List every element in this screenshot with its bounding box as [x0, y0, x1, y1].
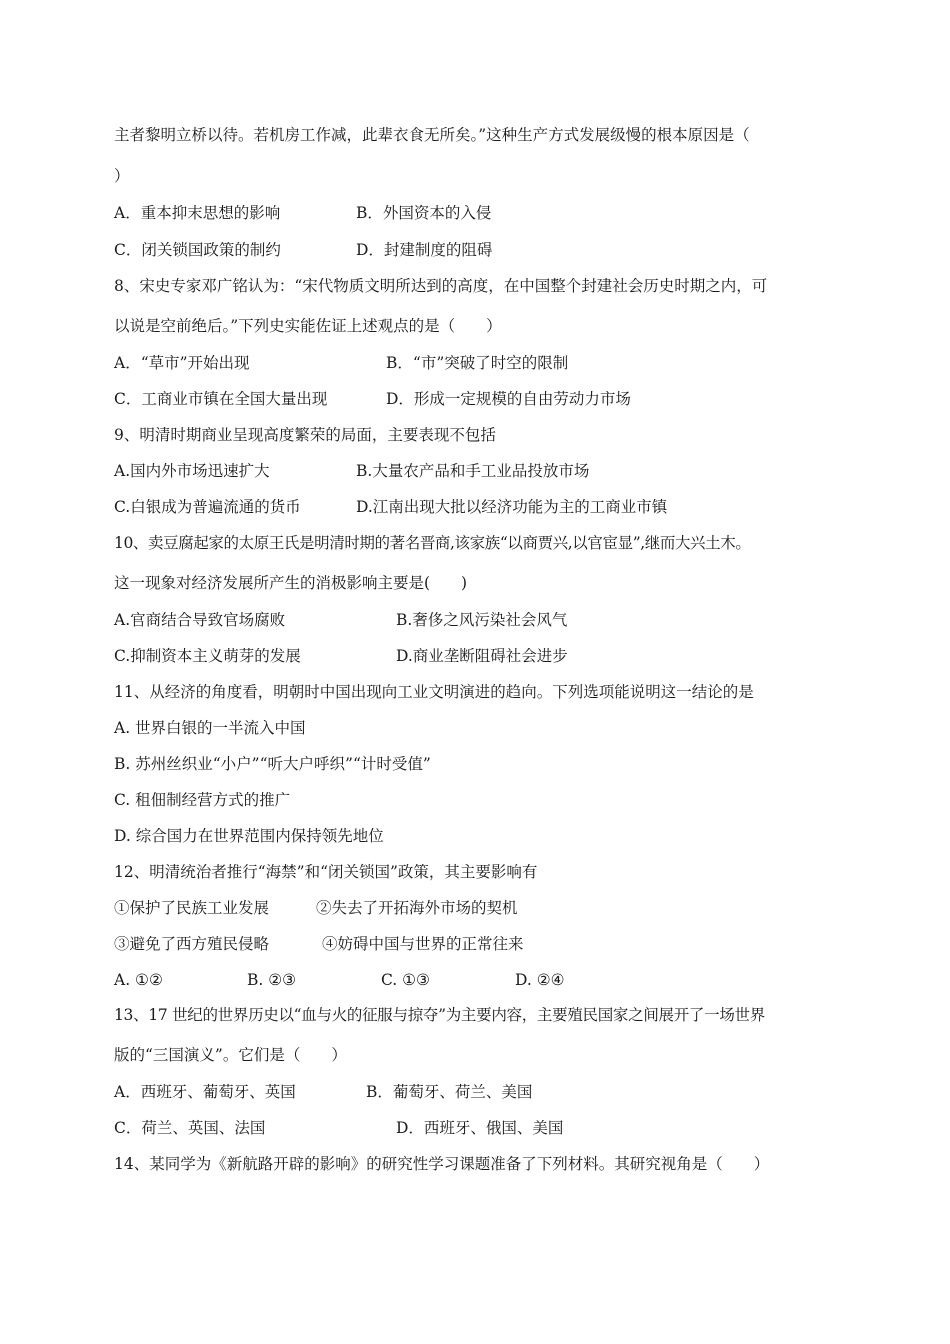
q14-stem: 14、某同学为《新航路开辟的影响》的研究性学习课题准备了下列材料。其研究视角是（ ） — [114, 1155, 770, 1173]
q8-option-a: A．“草市”开始出现 — [114, 354, 250, 372]
q11-option-d: D. 综合国力在世界范围内保持领先地位 — [114, 827, 384, 845]
q13-option-a: A．西班牙、葡萄牙、英国 — [114, 1083, 296, 1101]
q9-option-d: D.江南出现大批以经济功能为主的工商业市镇 — [356, 498, 668, 516]
q8-stem-line-1: 8、宋史专家邓广铭认为：“宋代物质文明所达到的高度，在中国整个封建社会历史时期之内，可 — [114, 277, 768, 295]
q12-statement-4: ④妨碍中国与世界的正常往来 — [322, 935, 524, 953]
q11-option-c: C. 租佃制经营方式的推广 — [114, 791, 291, 809]
q10-option-b: B.奢侈之风污染社会风气 — [396, 611, 568, 629]
q11-option-a: A. 世界白银的一半流入中国 — [114, 719, 306, 737]
q7-option-a: A．重本抑末思想的影响 — [114, 204, 281, 222]
q12-option-d: D. ②④ — [515, 971, 565, 989]
q9-option-c: C.白银成为普遍流通的货币 — [114, 498, 301, 516]
q12-option-c: C. ①③ — [381, 971, 430, 989]
q8-option-c: C．工商业市镇在全国大量出现 — [114, 390, 328, 408]
q13-option-c: C．荷兰、英国、法国 — [114, 1119, 266, 1137]
q12-statement-1: ①保护了民族工业发展 — [114, 899, 270, 917]
q8-stem-line-2: 以说是空前绝后。”下列史实能佐证上述观点的是（ ） — [114, 317, 502, 335]
q13-option-b: B．葡萄牙、荷兰、美国 — [366, 1083, 533, 1101]
q10-stem-line-2: 这一现象对经济发展所产生的消极影响主要是( ) — [114, 574, 468, 592]
q7-option-c: C．闭关锁国政策的制约 — [114, 241, 281, 259]
q12-stem: 12、明清统治者推行“海禁”和“闭关锁国”政策，其主要影响有 — [114, 863, 538, 881]
q12-option-b: B. ②③ — [247, 971, 297, 989]
q7-option-d: D．封建制度的阻碍 — [356, 241, 493, 259]
q10-option-d: D.商业垄断阻碍社会进步 — [396, 647, 568, 665]
q12-statement-3: ③避免了西方殖民侵略 — [114, 935, 270, 953]
q13-stem-line-1: 13、17 世纪的世界历史以“血与火的征服与掠夺”为主要内容，主要殖民国家之间展开了一场世界 — [114, 1006, 765, 1024]
q13-option-d: D．西班牙、俄国、美国 — [396, 1119, 564, 1137]
q7-option-b: B．外国资本的入侵 — [356, 204, 492, 222]
q10-stem-line-1: 10、卖豆腐起家的太原王氏是明清时期的著名晋商,该家族“以商贾兴,以官宦显”,继而大兴土木。 — [114, 534, 751, 552]
q9-option-a: A.国内外市场迅速扩大 — [114, 462, 270, 480]
q13-stem-line-2: 版的“三国演义”。它们是（ ） — [114, 1046, 347, 1064]
q11-stem: 11、从经济的角度看，明朝时中国出现向工业文明演进的趋向。下列选项能说明这一结论的是 — [114, 683, 754, 701]
q10-option-c: C.抑制资本主义萌芽的发展 — [114, 647, 301, 665]
q8-option-b: B．“市”突破了时空的限制 — [386, 354, 569, 372]
q9-option-b: B.大量农产品和手工业品投放市场 — [356, 462, 590, 480]
q11-option-b: B. 苏州丝织业“小户”“听大户呼织”“计时受值” — [114, 755, 431, 773]
q12-statement-2: ②失去了开拓海外市场的契机 — [316, 899, 518, 917]
q8-option-d: D．形成一定规模的自由劳动力市场 — [386, 390, 631, 408]
q9-stem: 9、明清时期商业呈现高度繁荣的局面，主要表现不包括 — [114, 426, 496, 444]
q12-option-a: A. ①② — [114, 971, 163, 989]
q10-option-a: A.官商结合导致官场腐败 — [114, 611, 286, 629]
q7-stem-line: 主者黎明立桥以待。若机房工作减，此辈衣食无所矣。”这种生产方式发展级慢的根本原因是（ — [114, 126, 750, 144]
q7-stem-bracket: ） — [114, 167, 130, 185]
